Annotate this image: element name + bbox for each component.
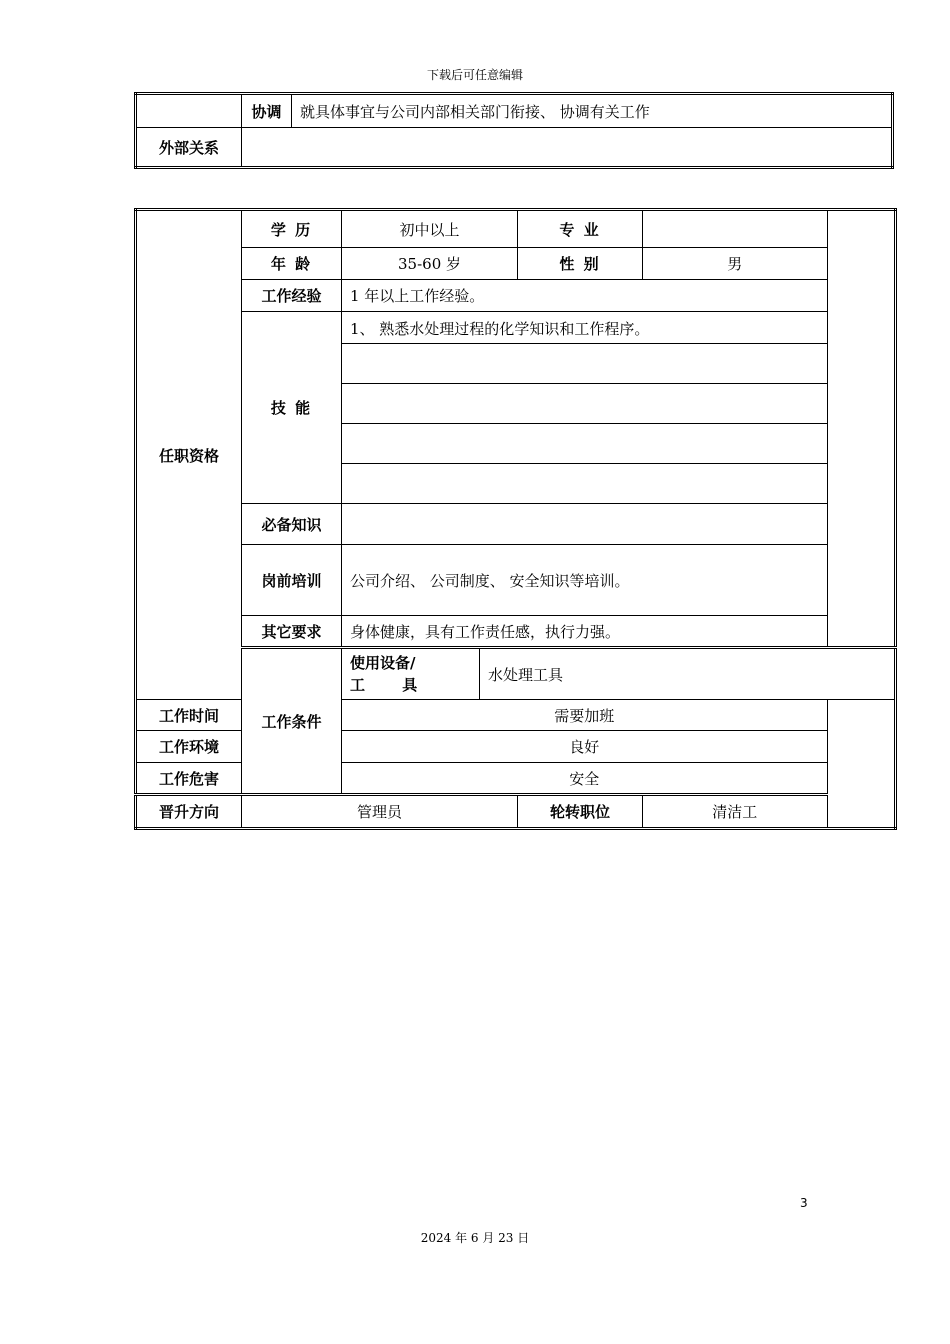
rotation-label: 轮转职位 bbox=[518, 795, 643, 829]
skills-label: 技 能 bbox=[242, 312, 342, 504]
external-relations-content bbox=[242, 128, 893, 168]
hazard-value: 安全 bbox=[342, 763, 828, 795]
major-value bbox=[643, 210, 827, 248]
hazard-label: 工作危害 bbox=[136, 763, 242, 795]
header-note: 下载后可任意编辑 bbox=[426, 68, 523, 82]
knowledge-label: 必备知识 bbox=[242, 504, 342, 545]
skill-item bbox=[342, 424, 828, 464]
other-requirements-row bbox=[136, 616, 896, 648]
skill-item bbox=[342, 464, 828, 504]
knowledge-value bbox=[342, 504, 828, 545]
age-value: 35-60 岁 bbox=[342, 248, 518, 280]
environment-label: 工作环境 bbox=[136, 731, 242, 763]
external-relations-row bbox=[136, 128, 893, 168]
external-relations-table bbox=[134, 92, 894, 169]
skill-item: 1、 熟悉水处理过程的化学知识和工作程序。 bbox=[342, 312, 828, 344]
experience-value: 1 年以上工作经验。 bbox=[342, 280, 828, 312]
promotion-value: 管理员 bbox=[242, 795, 518, 829]
coordination-content: 就具体事宜与公司内部相关部门衔接、 协调有关工作 bbox=[292, 94, 893, 128]
coordination-row bbox=[136, 94, 893, 128]
environment-value: 良好 bbox=[342, 731, 828, 763]
qualification-table bbox=[134, 208, 897, 830]
training-label: 岗前培训 bbox=[242, 545, 342, 616]
work-time-label: 工作时间 bbox=[136, 700, 242, 731]
age-row bbox=[136, 248, 896, 280]
skill-item bbox=[342, 344, 828, 384]
gender-label: 性 别 bbox=[518, 248, 643, 280]
external-relations-label: 外部关系 bbox=[136, 128, 242, 168]
rotation-value: 清洁工 bbox=[643, 795, 827, 829]
empty-cell bbox=[136, 94, 242, 128]
coordination-label: 协调 bbox=[242, 94, 292, 128]
gender-value: 男 bbox=[643, 248, 827, 280]
equipment-value: 水处理工具 bbox=[480, 648, 896, 700]
skill-item bbox=[342, 384, 828, 424]
other-requirements-value: 身体健康，具有工作责任感，执行力强。 bbox=[342, 616, 828, 648]
conditions-section-label: 工作条件 bbox=[242, 648, 342, 795]
knowledge-row bbox=[136, 504, 896, 545]
education-value: 初中以上 bbox=[342, 210, 518, 248]
qualification-section-label: 任职资格 bbox=[136, 210, 242, 700]
equipment-label-line2: 工 具 bbox=[350, 676, 434, 694]
other-requirements-label: 其它要求 bbox=[242, 616, 342, 648]
experience-label: 工作经验 bbox=[242, 280, 342, 312]
promotion-row bbox=[136, 795, 896, 829]
age-label: 年 龄 bbox=[242, 248, 342, 280]
page-number: 3 bbox=[800, 1196, 808, 1210]
training-row bbox=[136, 545, 896, 616]
work-time-value: 需要加班 bbox=[342, 700, 828, 731]
skill-row bbox=[136, 312, 896, 344]
equipment-label bbox=[342, 648, 480, 700]
education-row bbox=[136, 210, 896, 248]
major-label: 专 业 bbox=[518, 210, 643, 248]
education-label: 学 历 bbox=[242, 210, 342, 248]
promotion-label: 晋升方向 bbox=[136, 795, 242, 829]
training-value: 公司介绍、 公司制度、 安全知识等培训。 bbox=[342, 545, 828, 616]
equipment-label-line1: 使用设备/ bbox=[350, 654, 416, 672]
experience-row bbox=[136, 280, 896, 312]
equipment-row bbox=[136, 648, 896, 700]
footer-date: 2024 年 6 月 23 日 bbox=[420, 1231, 530, 1245]
